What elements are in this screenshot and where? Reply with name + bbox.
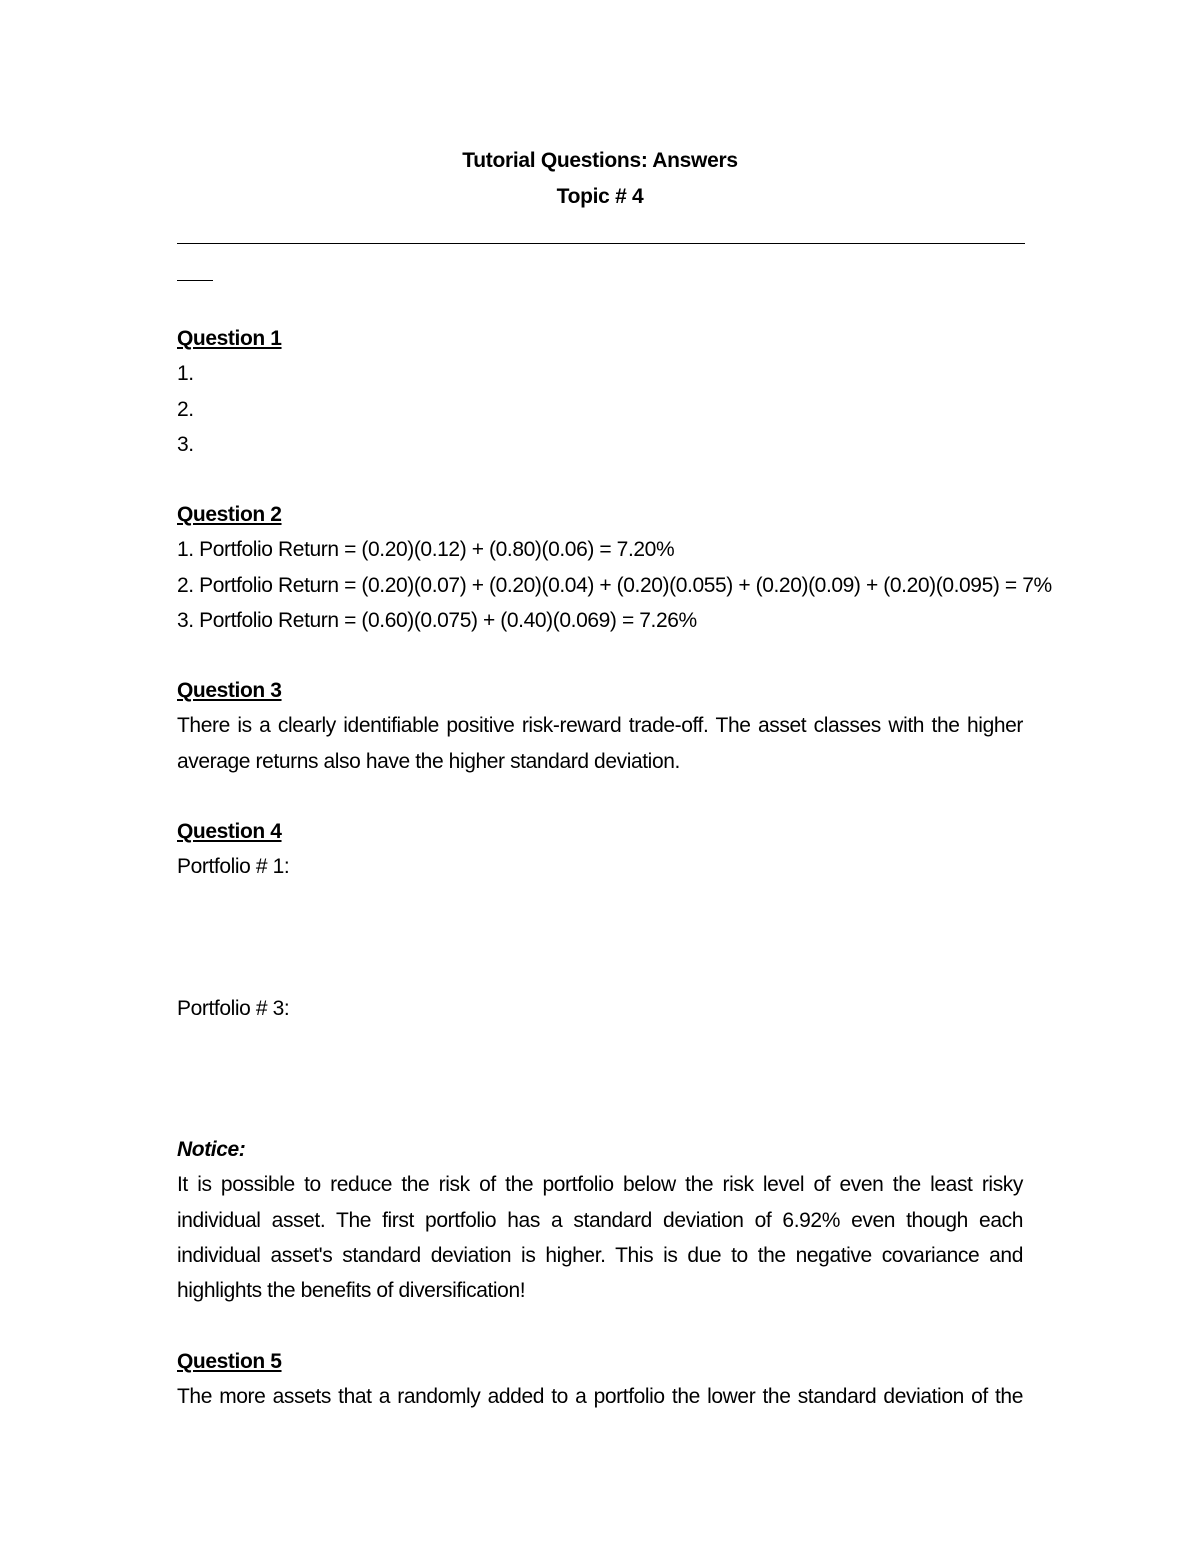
question-5-heading: Question 5: [177, 1350, 282, 1373]
question-2-answer-3: 3. Portfolio Return = (0.60)(0.075) + (0.40)(0.069) = 7.26%: [177, 608, 697, 632]
notice-section: [177, 1132, 1023, 1308]
question-2-heading: Question 2: [177, 503, 282, 526]
portfolio-1-label: Portfolio # 1:: [177, 855, 290, 879]
question-4-heading: Question 4: [177, 820, 282, 843]
document-title: Tutorial Questions: Answers: [462, 149, 738, 172]
question-1-item-3: 3.: [177, 432, 194, 456]
portfolio-3-label: Portfolio # 3:: [177, 997, 290, 1020]
question-5-section: [177, 1344, 1023, 1415]
question-1-item-1: 1.: [177, 362, 194, 386]
question-5-answer: The more assets that a randomly added to a portfolio the lower the standard deviation of the: [177, 1385, 1023, 1409]
horizontal-rule-continuation: [177, 280, 213, 281]
question-3-heading: Question 3: [177, 679, 282, 702]
question-1-section: [177, 321, 1023, 462]
question-2-section: [177, 497, 1052, 638]
document-subtitle: Topic # 4: [556, 185, 644, 208]
question-3-answer: There is a clearly identifiable positive risk-reward trade-off. The asset classes with the higher average returns also have the higher standard deviation.: [177, 714, 1023, 773]
horizontal-rule: [177, 243, 1025, 244]
notice-label: Notice:: [177, 1138, 246, 1161]
question-3-section: [177, 673, 1023, 779]
question-2-answer-2: 2. Portfolio Return = (0.20)(0.07) + (0.20)(0.04) + (0.20)(0.055) + (0.20)(0.09) + (0.20)(0.095) = 7%: [177, 573, 1052, 597]
question-4-section: [177, 814, 1023, 885]
portfolio-3-block: [177, 991, 1023, 1026]
notice-text: It is possible to reduce the risk of the portfolio below the risk level of even the least risky individual asset. The first portfolio has a standard deviation of 6.92% even though each individual asset's standard deviation is higher. This is due to the negative covariance and highlights the benefits of diversification!: [177, 1173, 1023, 1303]
question-1-heading: Question 1: [177, 327, 282, 350]
question-2-answer-1: 1. Portfolio Return = (0.20)(0.12) + (0.80)(0.06) = 7.20%: [177, 538, 675, 562]
question-1-item-2: 2.: [177, 397, 194, 421]
